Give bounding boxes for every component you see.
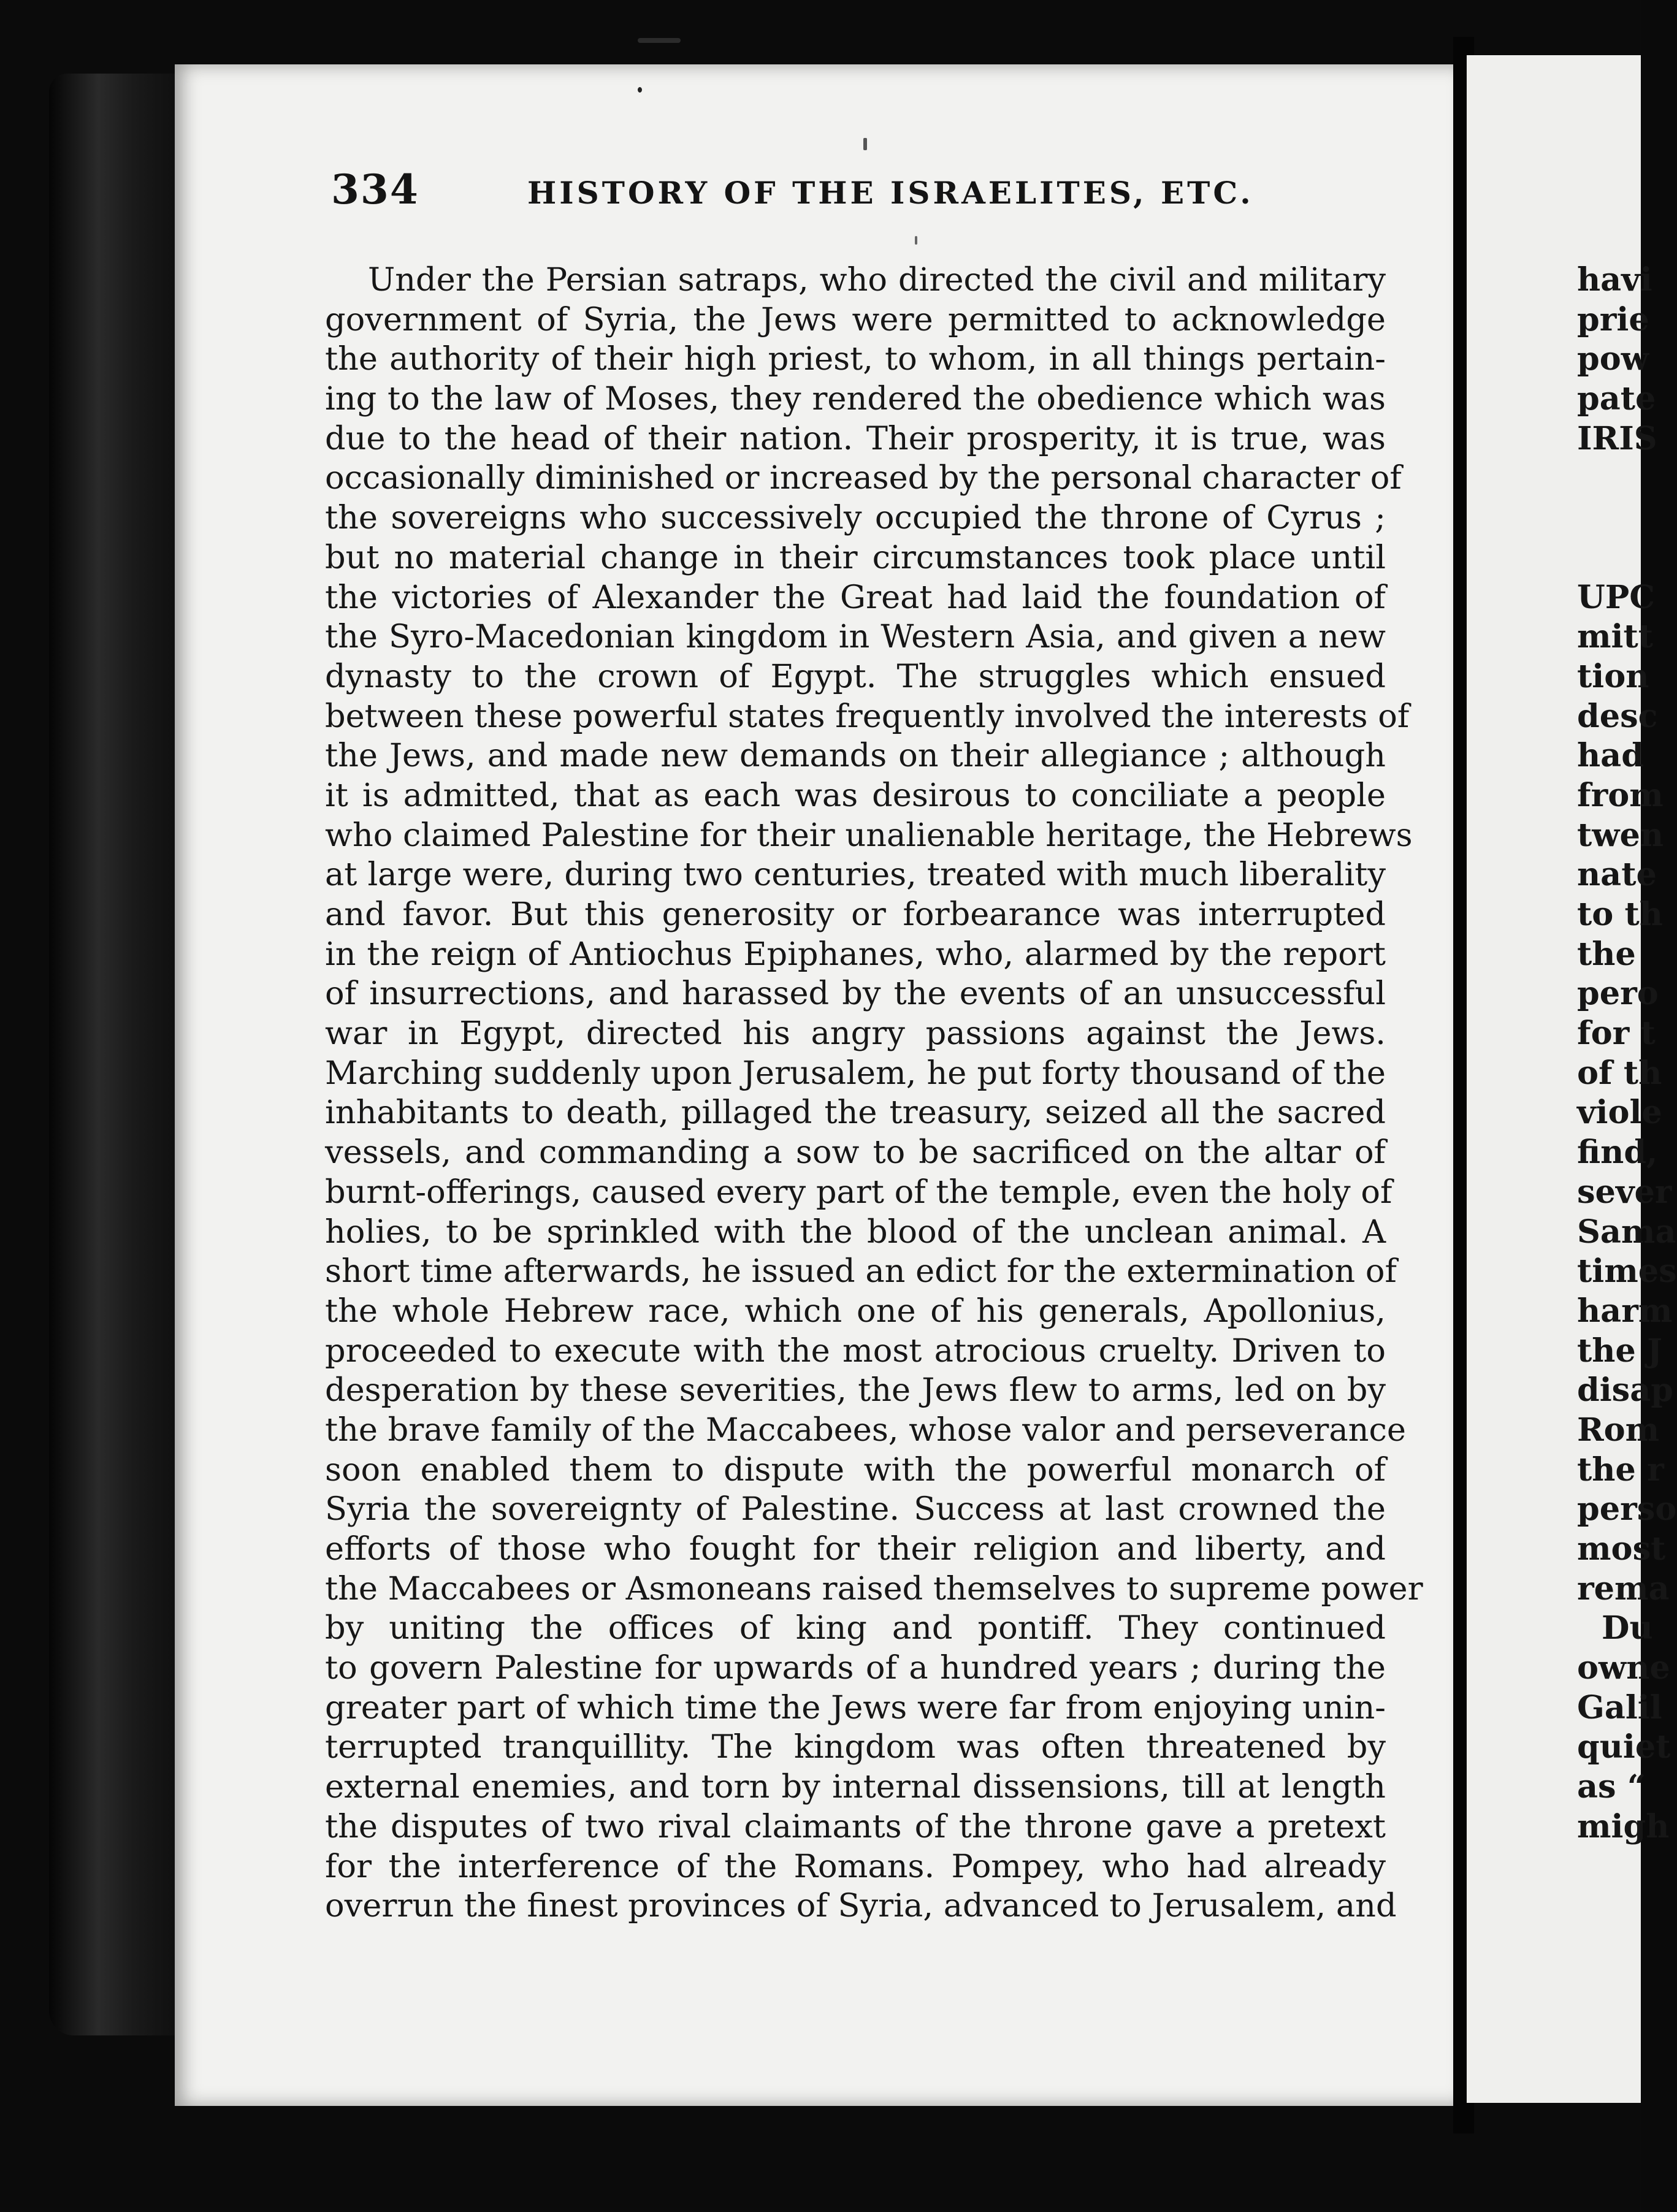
text-line: Syria the sovereignty of Palestine. Success at last crowned the bbox=[325, 1490, 1386, 1528]
text-line: the victories of Alexander the Great had laid the foundation of bbox=[325, 578, 1386, 616]
text-line: and favor. But this generosity or forbearance was interrupted bbox=[325, 896, 1386, 933]
text-line: terrupted tranquillity. The kingdom was often threatened by bbox=[325, 1728, 1386, 1766]
facing-text-fragment: Galil bbox=[1577, 1688, 1662, 1726]
facing-text-fragment: from bbox=[1577, 776, 1664, 814]
text-line: to govern Palestine for upwards of a hundred years ; during the bbox=[325, 1649, 1386, 1687]
text-line: it is admitted, that as each was desirous to conciliate a people bbox=[325, 776, 1386, 814]
text-line: of insurrections, and harassed by the events of an unsuccessful bbox=[325, 975, 1386, 1013]
scan-speck bbox=[638, 87, 642, 93]
text-line: in the reign of Antiochus Epiphanes, who, alarmed by the report bbox=[325, 935, 1386, 973]
facing-text-fragment bbox=[1577, 459, 1645, 498]
facing-text-fragment bbox=[1577, 538, 1645, 578]
text-line: holies, to be sprinkled with the blood of the unclean animal. A bbox=[325, 1213, 1386, 1251]
facing-text-fragment: the r bbox=[1577, 1451, 1664, 1489]
scan-speck bbox=[638, 38, 681, 43]
text-line: but no material change in their circumstances took place until bbox=[325, 538, 1386, 576]
facing-text-fragment: tion bbox=[1577, 657, 1649, 695]
facing-text-fragment: UPC bbox=[1577, 578, 1656, 616]
facing-text-fragment: perso bbox=[1577, 1490, 1677, 1528]
text-line: efforts of those who fought for their religion and liberty, and bbox=[325, 1530, 1386, 1568]
facing-text-fragment: nate bbox=[1577, 856, 1657, 894]
facing-text-fragment: sever bbox=[1577, 1173, 1672, 1211]
facing-text-fragment: Du bbox=[1602, 1609, 1653, 1647]
text-line: Marching suddenly upon Jerusalem, he put forty thousand of the bbox=[325, 1054, 1386, 1092]
facing-text-fragment: havi bbox=[1577, 261, 1652, 299]
text-line: war in Egypt, directed his angry passions against the Jews. bbox=[325, 1015, 1386, 1053]
facing-text-fragment: twen bbox=[1577, 816, 1664, 854]
facing-text-fragment: pero bbox=[1577, 975, 1659, 1013]
facing-text-fragment: viole bbox=[1577, 1094, 1662, 1132]
facing-text-fragment: migh bbox=[1577, 1807, 1670, 1845]
facing-text-fragment: desc bbox=[1577, 697, 1658, 735]
facing-text-fragment: had bbox=[1577, 737, 1644, 775]
text-line: the Syro-Macedonian kingdom in Western Asia, and given a new bbox=[325, 618, 1386, 656]
facing-text-fragment: pate bbox=[1577, 380, 1656, 418]
text-line: proceeded to execute with the most atrocious cruelty. Driven to bbox=[325, 1332, 1386, 1370]
text-line: due to the head of their nation. Their prosperity, it is true, was bbox=[325, 419, 1386, 457]
text-line: the Maccabees or Asmoneans raised themselves to supreme power bbox=[325, 1569, 1423, 1608]
text-line: the sovereigns who successively occupied the throne of Cyrus ; bbox=[325, 499, 1386, 537]
text-line: Under the Persian satraps, who directed the civil and military bbox=[368, 261, 1386, 299]
facing-text-fragment: prie bbox=[1577, 300, 1649, 338]
facing-text-fragment: quiet bbox=[1577, 1728, 1671, 1766]
facing-text-fragment: pow bbox=[1577, 340, 1649, 378]
text-line: external enemies, and torn by internal dissensions, till at length bbox=[325, 1768, 1386, 1806]
facing-text-fragment: most bbox=[1577, 1530, 1666, 1568]
facing-text-fragment: IRIS bbox=[1577, 419, 1657, 457]
text-line: soon enabled them to dispute with the powerful monarch of bbox=[325, 1451, 1386, 1489]
text-line: government of Syria, the Jews were permitted to acknowledge bbox=[325, 300, 1386, 338]
text-line: the authority of their high priest, to whom, in all things pertain- bbox=[325, 340, 1386, 378]
text-line: the disputes of two rival claimants of the throne gave a pretext bbox=[325, 1807, 1386, 1845]
facing-text-fragment bbox=[1577, 498, 1645, 538]
page-number: 334 bbox=[331, 166, 419, 213]
facing-text-fragment: find, bbox=[1577, 1134, 1658, 1172]
facing-text-fragment: the bbox=[1577, 935, 1636, 973]
text-line: between these powerful states frequently involved the interests of bbox=[325, 697, 1410, 735]
facing-text-fragment: harm bbox=[1577, 1292, 1673, 1330]
facing-text-fragment: mitt bbox=[1577, 618, 1653, 656]
text-line: the whole Hebrew race, which one of his generals, Apollonius, bbox=[325, 1292, 1386, 1330]
text-line: overrun the finest provinces of Syria, advanced to Jerusalem, and bbox=[325, 1887, 1397, 1925]
facing-text-fragment: to th bbox=[1577, 896, 1663, 933]
facing-page-text bbox=[1577, 261, 1677, 1847]
text-line: by uniting the offices of king and pontiff. They continued bbox=[325, 1609, 1386, 1647]
text-line: vessels, and commanding a sow to be sacrificed on the altar of bbox=[325, 1134, 1386, 1172]
facing-text-fragment: of th bbox=[1577, 1054, 1662, 1092]
text-line: inhabitants to death, pillaged the treasury, seized all the sacred bbox=[325, 1094, 1386, 1132]
facing-text-fragment: the J bbox=[1577, 1332, 1662, 1370]
facing-text-fragment: as “ bbox=[1577, 1768, 1646, 1806]
text-line: burnt-offerings, caused every part of the temple, even the holy of bbox=[325, 1173, 1392, 1211]
facing-text-fragment: owne bbox=[1577, 1649, 1670, 1687]
text-line: desperation by these severities, the Jews flew to arms, led on by bbox=[325, 1371, 1386, 1409]
text-line: ing to the law of Moses, they rendered the obedience which was bbox=[325, 380, 1386, 418]
scan-speck bbox=[863, 138, 867, 150]
text-line: greater part of which time the Jews were far from enjoying unin- bbox=[325, 1688, 1386, 1726]
text-line: who claimed Palestine for their unalienable heritage, the Hebrews bbox=[325, 816, 1413, 854]
text-line: dynasty to the crown of Egypt. The struggles which ensued bbox=[325, 657, 1386, 695]
text-line: the Jews, and made new demands on their allegiance ; although bbox=[325, 737, 1386, 775]
facing-text-fragment: times bbox=[1577, 1253, 1677, 1291]
text-line: short time afterwards, he issued an edict for the extermination of bbox=[325, 1253, 1397, 1291]
text-line: for the interference of the Romans. Pompey, who had already bbox=[325, 1847, 1386, 1885]
running-head: HISTORY OF THE ISRAELITES, ETC. bbox=[527, 175, 1254, 211]
facing-text-fragment: Rom bbox=[1577, 1411, 1660, 1449]
facing-text-fragment: disap bbox=[1577, 1371, 1673, 1409]
scan-speck bbox=[915, 236, 917, 245]
body-text bbox=[325, 261, 1423, 1926]
text-line: the brave family of the Maccabees, whose valor and perseverance bbox=[325, 1411, 1406, 1449]
text-line: at large were, during two centuries, treated with much liberality bbox=[325, 856, 1386, 894]
facing-text-fragment: for t bbox=[1577, 1015, 1656, 1053]
text-line: occasionally diminished or increased by the personal character of bbox=[325, 459, 1402, 497]
facing-text-fragment: Sama bbox=[1577, 1213, 1676, 1251]
facing-text-fragment: rema bbox=[1577, 1569, 1670, 1608]
book-spine bbox=[49, 74, 190, 2035]
